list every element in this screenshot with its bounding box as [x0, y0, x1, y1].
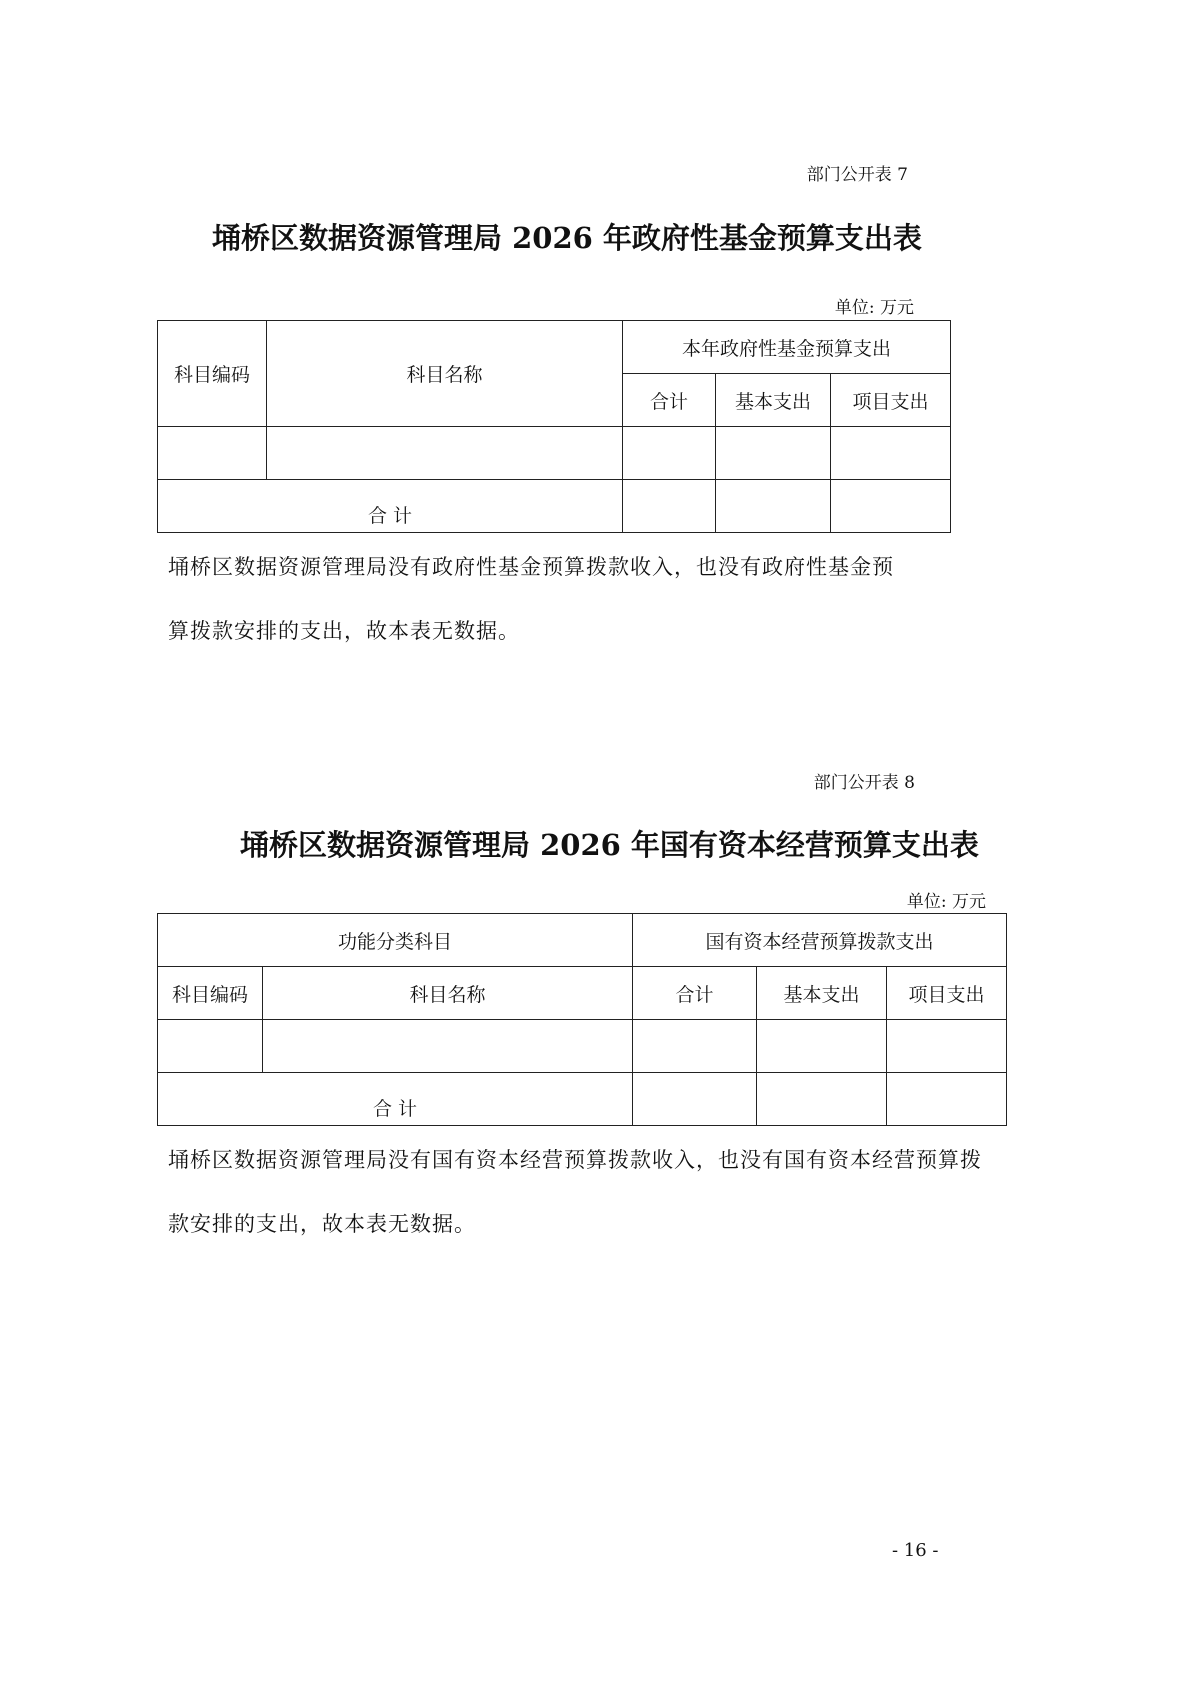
table8-cell-name: [263, 1020, 633, 1073]
table7-cell-basic: [716, 427, 831, 480]
table7-header-total: 合计: [623, 374, 716, 427]
table7-cell-name: [267, 427, 623, 480]
table8-note-line2: 款安排的支出，故本表无数据。: [168, 1212, 476, 1236]
table8-sum-project: [887, 1073, 1007, 1126]
table7: [157, 320, 951, 533]
table7-cell-project: [831, 427, 951, 480]
table-row: [158, 1020, 1007, 1073]
table7-sum-project: [831, 480, 951, 533]
table7-cell-code: [158, 427, 267, 480]
table8-header-code: 科目编码: [158, 967, 263, 1020]
table8-header-basic: 基本支出: [757, 967, 887, 1020]
table7-sum-row: [158, 480, 951, 533]
table7-header-code: 科目编码: [158, 321, 267, 427]
table8-cell-basic: [757, 1020, 887, 1073]
table8-sum-basic: [757, 1073, 887, 1126]
table7-note-line2: 算拨款安排的支出，故本表无数据。: [168, 619, 520, 643]
table8-unit: 单位: 万元: [906, 892, 986, 912]
table8-note: [168, 1128, 1048, 1256]
table8-sum-row: [158, 1073, 1007, 1126]
table-row: [158, 427, 951, 480]
table8: [157, 913, 1007, 1126]
table7-sum-basic: [716, 480, 831, 533]
table7-note-line1: 埇桥区数据资源管理局没有政府性基金预算拨款收入，也没有政府性基金预: [168, 555, 894, 579]
table7-sum-total: [623, 480, 716, 533]
table8-header-exp-group: 国有资本经营预算拨款支出: [633, 914, 1007, 967]
table8-cell-project: [887, 1020, 1007, 1073]
table8-header-name: 科目名称: [263, 967, 633, 1020]
table8-header-project: 项目支出: [887, 967, 1007, 1020]
table8-note-line1: 埇桥区数据资源管理局没有国有资本经营预算拨款收入，也没有国有资本经营预算拨: [168, 1148, 982, 1172]
table8-cell-total: [633, 1020, 757, 1073]
table8-sum-total: [633, 1073, 757, 1126]
table8-header-total: 合计: [633, 967, 757, 1020]
table7-header-project: 项目支出: [831, 374, 951, 427]
table7-header-name: 科目名称: [267, 321, 623, 427]
table7-cell-total: [623, 427, 716, 480]
table7-note: [168, 535, 968, 663]
table8-cell-code: [158, 1020, 263, 1073]
table7-unit: 单位: 万元: [834, 298, 914, 318]
table8-label: 部门公开表 8: [813, 773, 915, 793]
page-number: - 16 -: [892, 1540, 939, 1561]
table8-title: 埇桥区数据资源管理局 2026 年国有资本经营预算支出表: [240, 828, 979, 862]
table7-title: 埇桥区数据资源管理局 2026 年政府性基金预算支出表: [212, 221, 922, 255]
table7-header-group: 本年政府性基金预算支出: [623, 321, 951, 374]
table7-sum-label: 合 计: [158, 480, 623, 533]
table8-sum-label: 合 计: [158, 1073, 633, 1126]
table8-header-func-group: 功能分类科目: [158, 914, 633, 967]
table7-label: 部门公开表 7: [806, 165, 908, 185]
table7-header-basic: 基本支出: [716, 374, 831, 427]
